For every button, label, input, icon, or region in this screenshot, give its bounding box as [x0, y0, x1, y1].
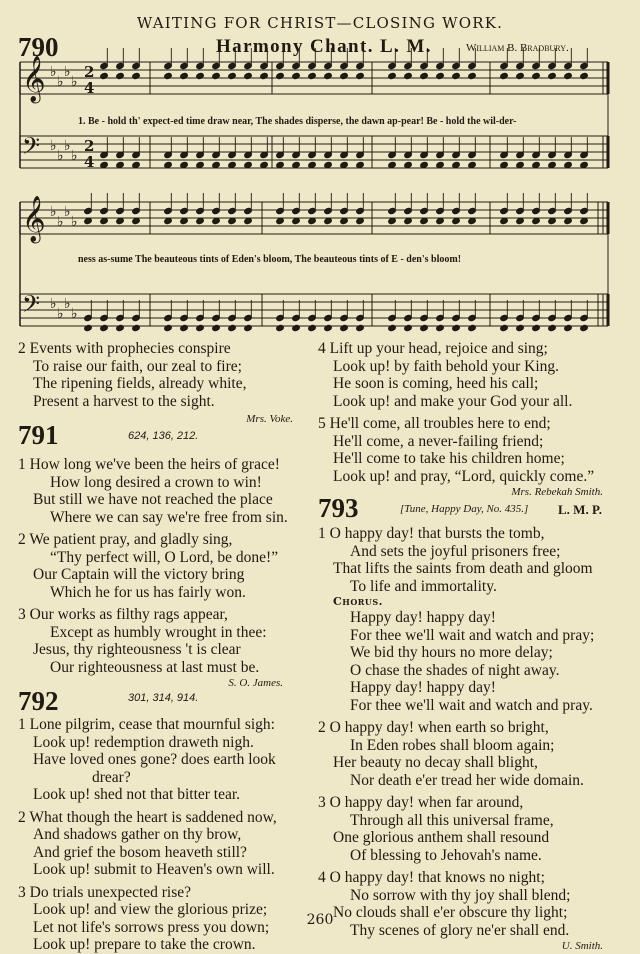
verse-line: Present a harvest to the sight.: [33, 392, 215, 410]
flat-sign: ♭: [57, 306, 64, 322]
attribution: Mrs. Voke.: [246, 413, 293, 425]
verse-line: Where we can say we're free from sin.: [50, 508, 288, 526]
verse-line: Through all this universal frame,: [350, 811, 554, 829]
hymn-number-791: 791: [18, 420, 59, 450]
verse-line: Except as humbly wrought in thee:: [50, 623, 267, 641]
attribution: S. O. James.: [228, 677, 283, 689]
note-head: [260, 72, 269, 79]
flat-sign: ♭: [71, 148, 78, 164]
verse-line: Look up! shed not that bitter tear.: [33, 786, 241, 803]
note-head: [132, 324, 141, 331]
flat-sign: ♭: [71, 214, 78, 230]
note-head: [388, 324, 397, 331]
note-head: [564, 72, 573, 79]
note-head: [404, 72, 413, 79]
verse-line: Look up! and view the glorious prize;: [33, 901, 268, 918]
flat-sign: ♭: [57, 74, 64, 90]
flat-sign: ♭: [57, 148, 64, 164]
note-head: [356, 72, 365, 79]
verse-line: 4 O happy day! that knows no night;: [318, 869, 545, 886]
composer: William B. Bradbury.: [466, 42, 569, 54]
verse-line: And sets the joyful prisoners free;: [350, 542, 561, 560]
note-head: [452, 324, 461, 331]
note-head: [212, 324, 221, 331]
hymn-793-chorus: [318, 609, 623, 714]
note-head: [532, 324, 541, 331]
verse-line: Look up! prepare to take the crown.: [33, 936, 256, 953]
note-head: [228, 324, 237, 331]
note-head: [420, 72, 429, 79]
verse-line: 2 Events with prophecies conspire: [18, 340, 231, 357]
verse-line: Our righteousness at last must be.: [50, 658, 260, 676]
note-head: [340, 72, 349, 79]
hymn-793-header: [318, 493, 623, 525]
note-head: [468, 324, 477, 331]
note-head: [244, 324, 253, 331]
verse-line: Look up! by faith behold your King.: [333, 357, 560, 375]
verse-line: He soon is coming, heed his call;: [333, 375, 539, 392]
hymn-number-790: 790: [18, 32, 59, 62]
verse-line: 2 What though the heart is saddened now,: [18, 808, 277, 826]
verse-line: Look up! and make your God your all.: [333, 392, 573, 410]
note-head: [116, 72, 125, 79]
note-head: [452, 72, 461, 79]
time-signature: 2: [84, 63, 95, 81]
note-head: [164, 72, 173, 79]
verse-line: Jesus, thy righteousness 't is clear: [33, 641, 241, 658]
verse-line: “Thy perfect will, O Lord, be done!”: [50, 548, 279, 566]
hymn-refs: 624, 136, 212.: [128, 430, 199, 442]
verse-line: To life and immortality.: [350, 577, 497, 595]
verse-line: 2 We patient pray, and gladly sing,: [18, 531, 233, 548]
verse-line: Happy day! happy day!: [350, 609, 496, 626]
verse-line: Happy day! happy day!: [350, 679, 496, 696]
verse-line: One glorious anthem shall resound: [333, 829, 550, 846]
chorus-label: Chorus.: [333, 595, 384, 608]
treble-clef: 𝄞: [22, 196, 46, 242]
lyric-line-1: 1. Be - hold th' expect-ed time draw near, The shades disperse, the dawn ap-pear! Be - hold the wil-der-: [78, 116, 517, 127]
hymn-792-verse-1: [18, 716, 313, 804]
verse-line: And shadows gather on thy brow,: [33, 826, 242, 843]
time-signature: 2: [84, 137, 95, 155]
verse-line: 1 O happy day! that bursts the tomb,: [318, 525, 545, 542]
verse-line: Of blessing to Jehovah's name.: [350, 846, 542, 864]
note-head: [404, 324, 413, 331]
note-head: [548, 72, 557, 79]
flat-sign: ♭: [64, 138, 71, 154]
verse-line: 3 Our works as filthy rags appear,: [18, 606, 228, 623]
verse-line: 5 He'll come, all troubles here to end;: [318, 415, 551, 432]
hymn-793-verse-1: [318, 525, 623, 595]
page-header: WAITING FOR CHRIST—CLOSING WORK.: [136, 14, 504, 32]
verse-line: 4 Lift up your head, rejoice and sing;: [318, 340, 548, 357]
verse-line: Look up! submit to Heaven's own will.: [33, 861, 275, 878]
note-head: [292, 324, 301, 331]
note-head: [244, 72, 253, 79]
bass-clef: 𝄢: [22, 132, 41, 165]
note-head: [276, 72, 285, 79]
note-head: [180, 324, 189, 331]
note-head: [308, 72, 317, 79]
hymn-793-verse-3: [318, 794, 623, 864]
flat-sign: ♭: [64, 204, 71, 220]
note-head: [340, 324, 349, 331]
note-head: [420, 324, 429, 331]
verse-line: That lifts the saints from death and gloom: [333, 560, 593, 577]
note-head: [132, 72, 141, 79]
note-head: [436, 324, 445, 331]
verse-line: He'll come, a never-failing friend;: [333, 432, 544, 450]
hymn-790-verse-2: [18, 340, 313, 410]
verse-line: Our Captain will the victory bring: [33, 566, 245, 583]
hymn-number-792: 792: [18, 686, 59, 716]
verse-line: We bid thy hours no more delay;: [350, 644, 553, 661]
note-head: [388, 72, 397, 79]
attribution: Mrs. Rebekah Smith.: [511, 486, 603, 498]
note-head: [164, 324, 173, 331]
verse-line: No clouds shall e'er obscure thy light;: [333, 904, 568, 921]
left-column: [18, 340, 313, 954]
verse-line: 3 Do trials unexpected rise?: [18, 883, 192, 901]
flat-sign: ♭: [57, 214, 64, 230]
lyric-line-2: ness as-sume The beauteous tints of Eden's bloom, The beauteous tints of E - den's bloom!: [78, 254, 462, 265]
verse-line: And grief the bosom heaveth still?: [33, 843, 247, 861]
flat-sign: ♭: [50, 64, 57, 80]
flat-sign: ♭: [71, 74, 78, 90]
note-head: [564, 324, 573, 331]
hymn-791-header: [18, 420, 313, 456]
verse-line: Nor death e'er tread her wide domain.: [350, 771, 584, 789]
hymn-number-793: 793: [318, 493, 359, 523]
note-head: [356, 324, 365, 331]
flat-sign: ♭: [50, 138, 57, 154]
hymn-791-verse-2: [18, 531, 313, 601]
note-head: [324, 324, 333, 331]
verse-line: But still we have not reached the place: [33, 491, 273, 508]
hymn-refs: 301, 314, 914.: [128, 692, 199, 704]
note-head: [516, 324, 525, 331]
hymn-792-verse-2: [18, 809, 313, 879]
verse-line: Have loved ones gone? does earth look: [33, 751, 276, 768]
note-head: [292, 72, 301, 79]
note-head: [308, 324, 317, 331]
hymn-793-verse-4: [318, 869, 623, 939]
note-head: [324, 72, 333, 79]
flat-sign: ♭: [71, 306, 78, 322]
verse-line: He'll come to take his children home;: [333, 450, 565, 467]
verse-line: 3 O happy day! when far around,: [318, 794, 524, 811]
note-head: [500, 324, 509, 331]
music-score: [0, 0, 640, 340]
note-head: [516, 72, 525, 79]
verse-line: No sorrow with thy joy shall blend;: [350, 886, 571, 904]
note-head: [468, 72, 477, 79]
note-head: [212, 72, 221, 79]
flat-sign: ♭: [50, 296, 57, 312]
note-head: [196, 324, 205, 331]
verse-line: For thee we'll wait and watch and pray;: [350, 626, 595, 644]
verse-line: For thee we'll wait and watch and pray.: [350, 696, 593, 714]
note-head: [500, 72, 509, 79]
verse-line: Let not life's sorrows press you down;: [33, 918, 270, 936]
note-head: [580, 72, 589, 79]
verse-line: Look up! and pray, “Lord, quickly come.”: [333, 467, 595, 485]
verse-line: 2 O happy day! when earth so bright,: [318, 719, 549, 736]
verse-line: drear?: [92, 768, 131, 786]
verse-line: Look up! redemption draweth nigh.: [33, 733, 254, 751]
note-head: [532, 72, 541, 79]
verse-line: How long desired a crown to win!: [50, 473, 262, 491]
hymn-791-verse-1: [18, 456, 313, 526]
verse-line: O chase the shades of night away.: [350, 661, 560, 679]
hymn-793-verse-2: [318, 719, 623, 789]
verse-line: Thy scenes of glory ne'er shall end.: [350, 921, 570, 939]
note-head: [180, 72, 189, 79]
note-head: [436, 72, 445, 79]
note-head: [580, 324, 589, 331]
tune-reference: [Tune, Happy Day, No. 435.]: [400, 503, 529, 515]
flat-sign: ♭: [50, 204, 57, 220]
treble-clef: 𝄞: [22, 56, 46, 102]
hymn-791-verse-3: [18, 606, 313, 676]
hymn-792-header: [18, 686, 313, 716]
verse-line: In Eden robes shall bloom again;: [350, 736, 555, 754]
note-head: [196, 72, 205, 79]
note-head: [100, 324, 109, 331]
bass-clef: 𝄢: [22, 290, 41, 323]
verse-line: 1 Lone pilgrim, cease that mournful sigh:: [18, 716, 275, 733]
hymn-790-verse-4: [318, 340, 623, 410]
verse-line: Which he for us has fairly won.: [50, 583, 246, 601]
attribution: U. Smith.: [561, 940, 603, 952]
page-number: 260: [306, 912, 334, 928]
meter: L. M. P.: [558, 502, 602, 517]
time-signature: 4: [84, 79, 95, 97]
verse-line: To raise our faith, our zeal to fire;: [33, 357, 242, 375]
note-head: [276, 324, 285, 331]
note-head: [100, 72, 109, 79]
verse-line: Her beauty no decay shall blight,: [333, 754, 538, 771]
flat-sign: ♭: [64, 296, 71, 312]
note-head: [548, 324, 557, 331]
time-signature: 4: [84, 153, 95, 171]
hymn-790-verse-5: [318, 415, 623, 485]
flat-sign: ♭: [64, 64, 71, 80]
verse-line: 1 How long we've been the heirs of grace!: [18, 456, 280, 473]
note-head: [84, 324, 93, 331]
note-head: [116, 324, 125, 331]
tune-title: Harmony Chant. L. M.: [216, 36, 432, 57]
right-column: [318, 340, 623, 953]
verse-line: The ripening fields, already white,: [33, 375, 247, 392]
note-head: [228, 72, 237, 79]
